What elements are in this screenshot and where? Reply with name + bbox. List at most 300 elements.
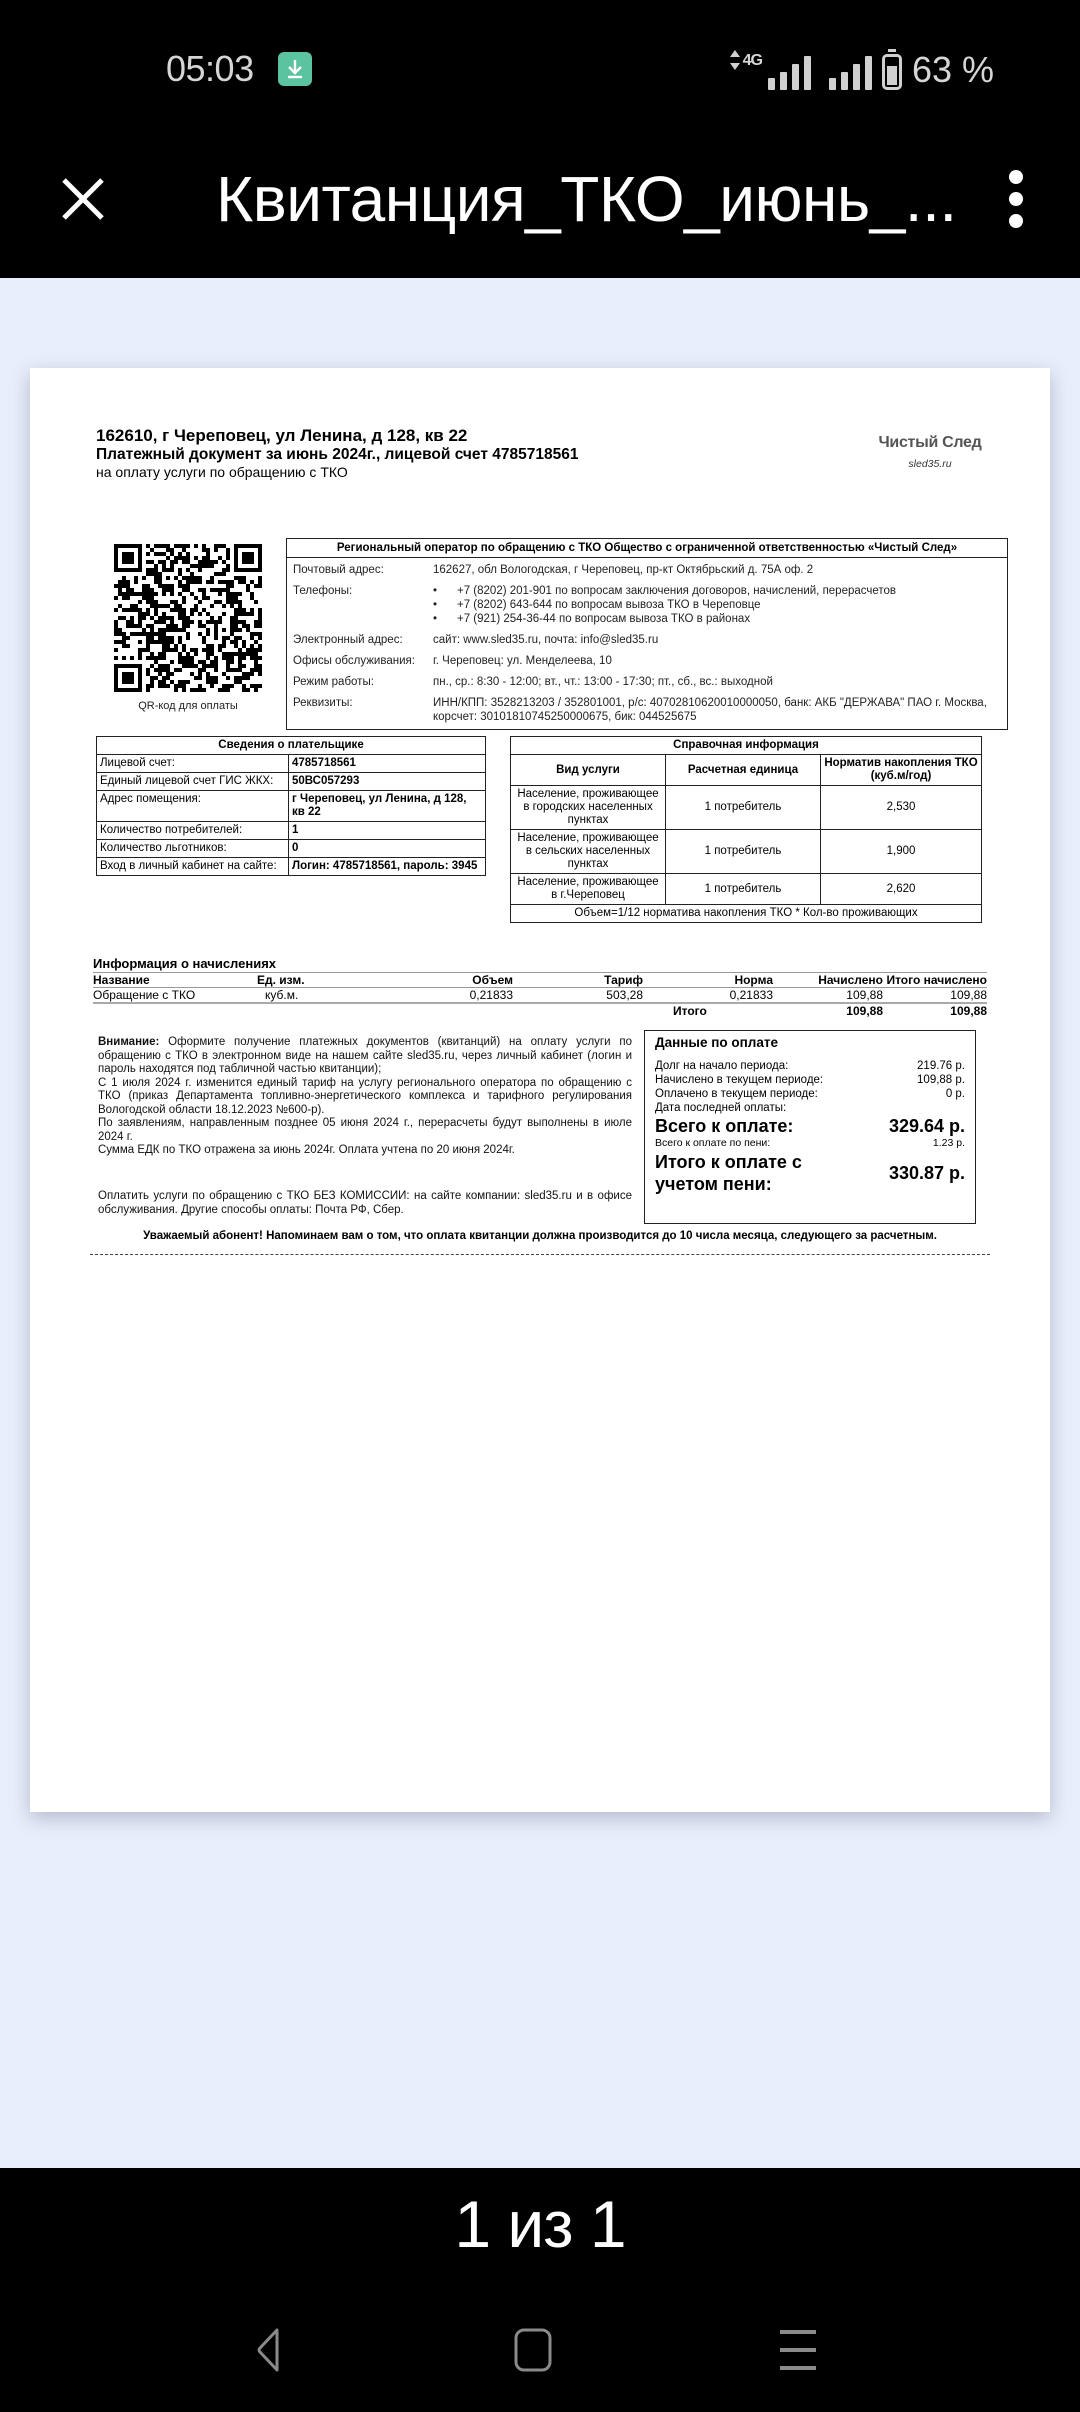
- column-header: Тариф: [604, 973, 643, 987]
- qr-module: [154, 668, 158, 672]
- column-header: Начислено: [818, 973, 883, 987]
- table-row: [511, 830, 982, 874]
- qr-module: [182, 556, 186, 560]
- qr-module: [194, 604, 198, 608]
- qr-module: [182, 664, 186, 668]
- qr-module: [234, 628, 238, 632]
- qr-module: [170, 620, 174, 624]
- qr-module: [210, 560, 214, 564]
- qr-module: [154, 640, 158, 644]
- operator-postal-row: [287, 561, 1007, 579]
- qr-module: [214, 636, 218, 640]
- qr-module: [198, 672, 202, 676]
- qr-module: [230, 580, 234, 584]
- qr-module: [230, 592, 234, 596]
- qr-module: [178, 580, 182, 584]
- qr-module: [198, 612, 202, 616]
- qr-module: [238, 652, 242, 656]
- payer-label: Количество льготников:: [97, 840, 289, 858]
- qr-module: [158, 604, 162, 608]
- qr-module: [178, 660, 182, 664]
- qr-module: [202, 668, 206, 672]
- qr-module: [158, 552, 162, 556]
- penalty-value: 1.23 р.: [932, 1137, 965, 1149]
- qr-module: [130, 624, 134, 628]
- qr-module: [214, 600, 218, 604]
- qr-module: [250, 636, 254, 640]
- qr-module: [158, 560, 162, 564]
- qr-module: [166, 624, 170, 628]
- qr-module: [154, 600, 158, 604]
- payer-label: Вход в личный кабинет на сайте:: [97, 858, 289, 876]
- phone-item: • +7 (8202) 643-644 по вопросам вывоза ТКО в Череповце: [433, 598, 1001, 612]
- qr-module: [258, 664, 262, 668]
- qr-module: [230, 652, 234, 656]
- qr-module: [146, 636, 150, 640]
- qr-module: [250, 644, 254, 648]
- qr-module: [138, 648, 142, 652]
- qr-module: [190, 572, 194, 576]
- qr-module: [170, 672, 174, 676]
- qr-module: [230, 600, 234, 604]
- qr-module: [118, 604, 122, 608]
- qr-module: [242, 672, 246, 676]
- qr-module: [194, 676, 198, 680]
- qr-module: [162, 668, 166, 672]
- qr-module: [114, 596, 118, 600]
- qr-module: [178, 568, 182, 572]
- logo-name: Чистый След: [878, 434, 982, 451]
- qr-module: [242, 644, 246, 648]
- qr-module: [162, 628, 166, 632]
- qr-module: [222, 636, 226, 640]
- table-row: [97, 840, 486, 858]
- qr-module: [222, 684, 226, 688]
- qr-module: [162, 588, 166, 592]
- table-row: [511, 874, 982, 905]
- qr-module: [122, 656, 126, 660]
- qr-module: [250, 580, 254, 584]
- qr-module: [166, 644, 170, 648]
- qr-module: [122, 644, 126, 648]
- qr-module: [198, 620, 202, 624]
- qr-module: [230, 616, 234, 620]
- table-cell: куб.м.: [265, 988, 299, 1002]
- total-due-label: Всего к оплате:: [655, 1116, 794, 1136]
- total-label: Итого: [673, 1004, 707, 1018]
- qr-module: [126, 620, 130, 624]
- qr-module: [190, 592, 194, 596]
- qr-module: [254, 632, 258, 636]
- column-header: Расчетная единица: [666, 755, 821, 786]
- qr-module: [226, 592, 230, 596]
- notice-line: Оформите получение платежных документов (квитанций) на оплату услуги по обращению с ТКО в электронном виде на нашем сайте sled35.ru, через личный кабинет (логин и пароль находятся под табличной частью квитанции);: [98, 1036, 632, 1075]
- qr-module: [146, 648, 150, 652]
- qr-module: [182, 576, 186, 580]
- qr-module: [182, 548, 186, 552]
- qr-module: [194, 576, 198, 580]
- qr-module: [202, 624, 206, 628]
- qr-module: [162, 544, 166, 548]
- qr-module: [190, 608, 194, 612]
- qr-module: [206, 552, 210, 556]
- qr-module: [166, 664, 170, 668]
- operator-offices-row: [287, 652, 1007, 670]
- qr-module: [182, 544, 186, 548]
- qr-module: [190, 576, 194, 580]
- qr-module: [214, 656, 218, 660]
- qr-module: [190, 580, 194, 584]
- qr-module: [166, 556, 170, 560]
- qr-module: [190, 564, 194, 568]
- qr-module: [210, 576, 214, 580]
- qr-module: [190, 656, 194, 660]
- qr-module: [154, 544, 158, 548]
- qr-module: [146, 592, 150, 596]
- payment-methods-note: Оплатить услуги по обращению с ТКО БЕЗ КОМИССИИ: на сайте компании: sled35.ru и в офисе обслуживания. Другие способы оплаты: Почта РФ, Сбер.: [98, 1190, 632, 1216]
- requisites-value: ИНН/КПП: 3528213203 / 352801001, р/с: 40702810620010000050, банк: АКБ "ДЕРЖАВА" ПАО г. Москва, корсчет: 30101810745250000675, бик: 044525675: [433, 697, 987, 723]
- qr-module: [186, 576, 190, 580]
- table-cell: Население, проживающее в сельских населенных пунктах: [511, 830, 666, 874]
- qr-module: [202, 592, 206, 596]
- qr-module: [226, 580, 230, 584]
- qr-module: [122, 616, 126, 620]
- qr-module: [166, 640, 170, 644]
- qr-module: [254, 584, 258, 588]
- qr-module: [146, 612, 150, 616]
- qr-module: [242, 684, 246, 688]
- qr-module: [162, 648, 166, 652]
- reference-footer: Объем=1/12 норматива накопления ТКО * Кол-во проживающих: [511, 905, 982, 923]
- final-due-label: Итого к оплате с учетом пени:: [655, 1152, 802, 1194]
- qr-module: [166, 684, 170, 688]
- signal-icon: [768, 56, 811, 90]
- qr-module: [162, 636, 166, 640]
- qr-module: [238, 592, 242, 596]
- qr-module: [182, 660, 186, 664]
- qr-module: [238, 660, 242, 664]
- qr-module: [186, 632, 190, 636]
- offices-value: г. Череповец: ул. Менделеева, 10: [433, 655, 612, 667]
- qr-module: [114, 608, 118, 612]
- qr-module: [190, 620, 194, 624]
- qr-module: [258, 648, 262, 652]
- qr-module: [194, 648, 198, 652]
- qr-module: [202, 556, 206, 560]
- notice-line: С 1 июля 2024 г. изменится единый тариф на услугу регионального оператора по обращению с ТКО (приказ Департамента топливно-энергетического комплекса и тарифного регулирования Вологодской области 18.12.2023 №600-р).: [98, 1076, 632, 1116]
- qr-module: [150, 548, 154, 552]
- qr-module: [246, 652, 250, 656]
- qr-module: [258, 644, 262, 648]
- qr-module: [242, 620, 246, 624]
- qr-module: [170, 600, 174, 604]
- qr-module: [218, 556, 222, 560]
- qr-module: [194, 608, 198, 612]
- qr-module: [178, 544, 182, 548]
- qr-finder: [242, 552, 254, 564]
- qr-label: QR-код для оплаты: [138, 700, 238, 712]
- qr-module: [202, 608, 206, 612]
- qr-module: [202, 688, 206, 692]
- qr-module: [170, 568, 174, 572]
- qr-module: [158, 620, 162, 624]
- qr-module: [258, 616, 262, 620]
- qr-module: [226, 656, 230, 660]
- qr-module: [118, 588, 122, 592]
- qr-module: [194, 564, 198, 568]
- qr-module: [126, 644, 130, 648]
- qr-module: [218, 572, 222, 576]
- qr-module: [154, 656, 158, 660]
- qr-module: [154, 552, 158, 556]
- back-icon: [240, 2320, 300, 2380]
- qr-module: [210, 652, 214, 656]
- qr-module: [182, 620, 186, 624]
- qr-module: [238, 628, 242, 632]
- debt-label: Долг на начало периода:: [655, 1060, 789, 1072]
- qr-module: [142, 612, 146, 616]
- qr-module: [138, 620, 142, 624]
- qr-module: [226, 664, 230, 668]
- qr-module: [250, 656, 254, 660]
- qr-module: [182, 680, 186, 684]
- payer-address-heading: 162610, г Череповец, ул Ленина, д 128, кв 22: [96, 426, 468, 445]
- qr-module: [158, 580, 162, 584]
- qr-module: [166, 576, 170, 580]
- qr-module: [182, 616, 186, 620]
- qr-module: [206, 652, 210, 656]
- offices-label: Офисы обслуживания:: [293, 655, 415, 667]
- qr-module: [166, 668, 170, 672]
- qr-module: [174, 624, 178, 628]
- qr-module: [178, 616, 182, 620]
- qr-module: [122, 576, 126, 580]
- qr-module: [146, 688, 150, 692]
- qr-module: [146, 608, 150, 612]
- payment-row: [655, 1073, 965, 1087]
- status-bar: [0, 0, 1080, 140]
- qr-module: [206, 564, 210, 568]
- recents-button[interactable]: [768, 2320, 828, 2380]
- qr-module: [222, 612, 226, 616]
- qr-module: [218, 644, 222, 648]
- qr-module: [166, 544, 170, 548]
- qr-module: [214, 628, 218, 632]
- qr-module: [154, 632, 158, 636]
- qr-module: [118, 584, 122, 588]
- qr-module: [162, 560, 166, 564]
- qr-module: [206, 548, 210, 552]
- qr-module: [258, 632, 262, 636]
- qr-module: [202, 648, 206, 652]
- qr-module: [210, 564, 214, 568]
- qr-module: [254, 652, 258, 656]
- qr-module: [258, 580, 262, 584]
- qr-module: [138, 640, 142, 644]
- payer-label: Адрес помещения:: [97, 791, 289, 822]
- qr-module: [226, 688, 230, 692]
- qr-module: [254, 656, 258, 660]
- qr-module: [122, 580, 126, 584]
- qr-module: [222, 688, 226, 692]
- qr-module: [230, 656, 234, 660]
- qr-module: [214, 668, 218, 672]
- qr-module: [194, 652, 198, 656]
- system-nav-bar: [0, 2278, 1080, 2412]
- qr-module: [206, 580, 210, 584]
- qr-module: [234, 652, 238, 656]
- qr-module: [142, 576, 146, 580]
- qr-module: [162, 564, 166, 568]
- qr-module: [222, 560, 226, 564]
- qr-module: [218, 580, 222, 584]
- qr-module: [118, 632, 122, 636]
- qr-module: [238, 676, 242, 680]
- qr-module: [182, 612, 186, 616]
- qr-module: [114, 628, 118, 632]
- qr-module: [214, 548, 218, 552]
- qr-module: [158, 672, 162, 676]
- column-header: Ед. изм.: [257, 973, 305, 987]
- qr-module: [242, 688, 246, 692]
- qr-module: [246, 676, 250, 680]
- qr-module: [174, 668, 178, 672]
- column-header: Объем: [472, 973, 513, 987]
- qr-module: [214, 588, 218, 592]
- qr-module: [186, 624, 190, 628]
- qr-module: [162, 584, 166, 588]
- qr-module: [178, 680, 182, 684]
- qr-module: [150, 636, 154, 640]
- debt-value: 219.76 р.: [917, 1060, 965, 1072]
- document-subheading: на оплату услуги по обращению с ТКО: [96, 464, 348, 480]
- qr-module: [182, 588, 186, 592]
- charges-title: Информация о начислениях: [93, 956, 987, 973]
- qr-module: [150, 568, 154, 572]
- qr-module: [178, 684, 182, 688]
- qr-module: [118, 580, 122, 584]
- table-cell: 0,21833: [469, 988, 513, 1002]
- more-options-button[interactable]: [996, 170, 1036, 230]
- qr-module: [178, 572, 182, 576]
- qr-module: [166, 604, 170, 608]
- qr-module: [210, 644, 214, 648]
- qr-module: [178, 640, 182, 644]
- qr-module: [158, 640, 162, 644]
- qr-finder: [122, 552, 134, 564]
- qr-module: [178, 628, 182, 632]
- operator-phones-row: [287, 582, 1007, 628]
- reference-table-title: Справочная информация: [511, 737, 982, 755]
- qr-module: [246, 584, 250, 588]
- qr-module: [118, 640, 122, 644]
- last-payment-date-label: Дата последней оплаты:: [655, 1102, 787, 1114]
- qr-module: [158, 576, 162, 580]
- qr-module: [230, 624, 234, 628]
- qr-module: [242, 656, 246, 660]
- qr-module: [190, 612, 194, 616]
- qr-module: [146, 568, 150, 572]
- column-header: Норматив накопления ТКО (куб.м/год): [821, 755, 982, 786]
- table-cell: 1 потребитель: [666, 830, 821, 874]
- qr-module: [150, 560, 154, 564]
- qr-module: [202, 596, 206, 600]
- qr-module: [146, 684, 150, 688]
- qr-module: [150, 664, 154, 668]
- qr-module: [226, 652, 230, 656]
- back-button[interactable]: [240, 2320, 300, 2380]
- qr-module: [178, 636, 182, 640]
- qr-module: [214, 680, 218, 684]
- qr-module: [198, 688, 202, 692]
- qr-module: [250, 672, 254, 676]
- qr-module: [254, 660, 258, 664]
- qr-module: [254, 684, 258, 688]
- payer-value: 1: [289, 822, 486, 840]
- qr-module: [206, 672, 210, 676]
- payment-total-row: [655, 1115, 965, 1137]
- qr-module: [218, 588, 222, 592]
- qr-module: [130, 588, 134, 592]
- table-row: [97, 791, 486, 822]
- qr-module: [150, 596, 154, 600]
- qr-module: [230, 620, 234, 624]
- qr-module: [138, 592, 142, 596]
- qr-module: [246, 588, 250, 592]
- qr-module: [166, 648, 170, 652]
- qr-module: [150, 684, 154, 688]
- qr-module: [146, 600, 150, 604]
- payer-value: 4785718561: [289, 755, 486, 773]
- qr-module: [234, 680, 238, 684]
- qr-module: [198, 600, 202, 604]
- hours-label: Режим работы:: [293, 676, 374, 688]
- qr-module: [162, 680, 166, 684]
- qr-module: [174, 556, 178, 560]
- home-button[interactable]: [502, 2320, 562, 2380]
- qr-module: [194, 556, 198, 560]
- document-page[interactable]: [30, 368, 1050, 1812]
- qr-module: [114, 584, 118, 588]
- close-icon: [54, 170, 114, 230]
- qr-module: [182, 624, 186, 628]
- hours-value: пн., ср.: 8:30 - 12:00; вт., чт.: 13:00 - 17:30; пт., сб., вс.: выходной: [433, 676, 773, 688]
- qr-module: [246, 648, 250, 652]
- status-icons: [729, 46, 994, 90]
- qr-module: [202, 664, 206, 668]
- requisites-label: Реквизиты:: [293, 697, 353, 709]
- qr-module: [218, 688, 222, 692]
- qr-module: [154, 568, 158, 572]
- qr-module: [146, 572, 150, 576]
- total-charged: 109,88: [846, 1004, 883, 1018]
- qr-module: [150, 616, 154, 620]
- qr-module: [182, 560, 186, 564]
- document-viewer[interactable]: [0, 278, 1080, 2168]
- qr-module: [154, 572, 158, 576]
- qr-module: [182, 648, 186, 652]
- qr-module: [194, 580, 198, 584]
- qr-module: [154, 564, 158, 568]
- qr-module: [202, 560, 206, 564]
- qr-module: [190, 660, 194, 664]
- email-value: сайт: www.sled35.ru, почта: info@sled35.ru: [433, 634, 659, 646]
- qr-module: [210, 664, 214, 668]
- close-button[interactable]: [54, 170, 114, 230]
- qr-module: [234, 668, 238, 672]
- qr-module: [146, 632, 150, 636]
- qr-module: [234, 608, 238, 612]
